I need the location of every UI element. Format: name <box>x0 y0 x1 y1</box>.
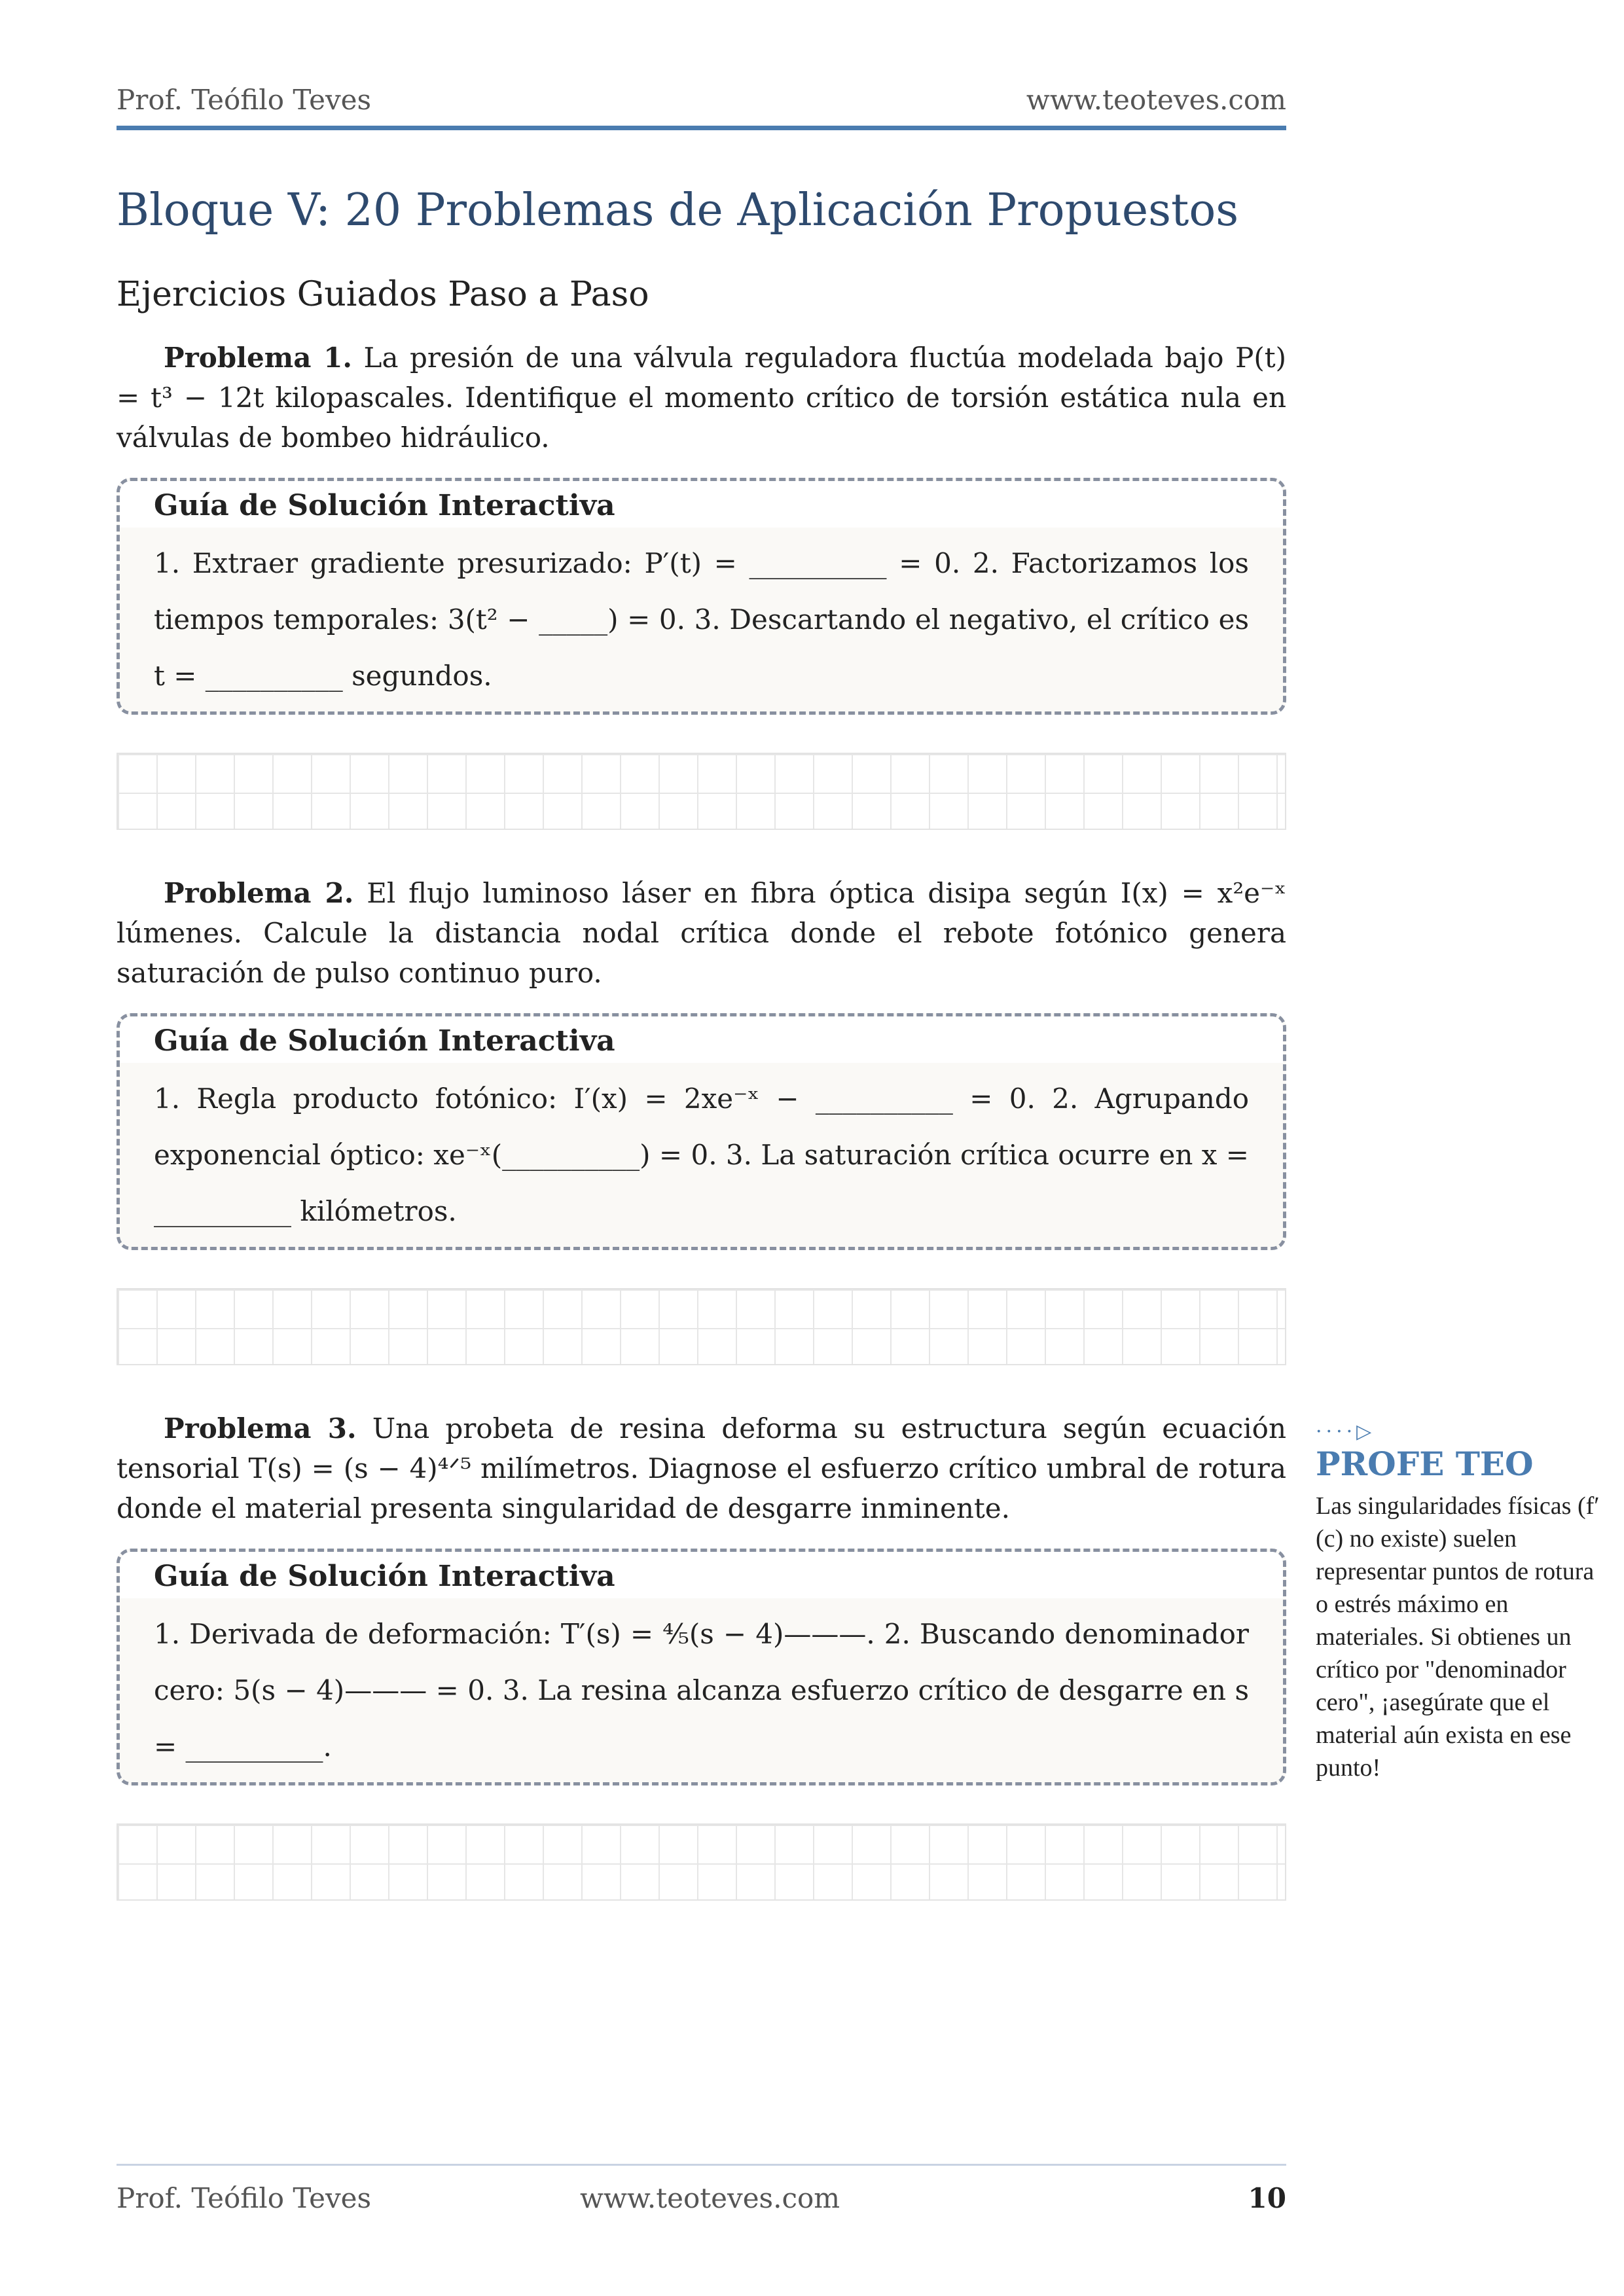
problem-1-guide-text: 1. Extraer gradiente presurizado: P′(t) = __________ = 0. 2. Factorizamos los tiempos temporales: 3(t² − _____) = 0. 3. Descartando el negativo, el crítico es t = __________ segundos. <box>154 547 1249 692</box>
problem-1-label: Problema 1. <box>164 342 353 374</box>
problem-1-statement <box>117 338 1286 457</box>
dotted-arrow-icon: ····▷ <box>1316 1420 1376 1443</box>
footer-author: Prof. Teófilo Teves <box>117 2182 372 2214</box>
problem-3-answer-grid[interactable] <box>117 1823 1286 1901</box>
margin-note <box>1316 1420 1604 1784</box>
problem-1-guide-box <box>117 478 1286 715</box>
problem-3-guide-text: 1. Derivada de deformación: T′(s) = ⁴⁄₅(s − 4)———. 2. Buscando denominador cero: 5(s − 4)——— = 0. 3. La resina alcanza esfuerzo crítico de desgarre en s = __________. <box>154 1618 1249 1763</box>
margin-note-text: Las singularidades físicas (f′(c) no existe) suelen representar puntos de rotura o estrés máximo en materiales. Si obtienes un crítico por "denominador cero", ¡asegúrate que el material aún exista en ese punto! <box>1316 1492 1600 1782</box>
problem-1-answer-grid[interactable] <box>117 753 1286 830</box>
problem-1-guide-title: Guía de Solución Interactiva <box>120 481 1283 528</box>
problem-3-guide-title: Guía de Solución Interactiva <box>120 1552 1283 1598</box>
header-url[interactable]: www.teoteves.com <box>1026 84 1286 116</box>
problem-1-text: La presión de una válvula reguladora fluctúa modelada bajo P(t) = t³ − 12t kilopascales. Identifique el momento crítico de torsión estática nula en válvulas de bombeo hidráulico. <box>117 342 1287 454</box>
section-subtitle: Ejercicios Guiados Paso a Paso <box>117 275 649 314</box>
header-author: Prof. Teófilo Teves <box>117 84 372 116</box>
problem-3-text: Una probeta de resina deforma su estructura según ecuación tensorial T(s) = (s − 4)⁴ᐟ⁵ milímetros. Diagnose el esfuerzo crítico umbral de rotura donde el material presenta singularidad de desgarre inminente. <box>117 1412 1287 1524</box>
problem-2-guide-title: Guía de Solución Interactiva <box>120 1016 1283 1063</box>
problem-2-text: El flujo luminoso láser en fibra óptica disipa según I(x) = x²e⁻ˣ lúmenes. Calcule la distancia nodal crítica donde el rebote fotónico genera saturación de pulso continuo puro. <box>117 877 1286 989</box>
margin-note-title: PROFE TEO <box>1316 1444 1534 1483</box>
problem-2-answer-grid[interactable] <box>117 1288 1286 1365</box>
page-title: Bloque V: 20 Problemas de Aplicación Propuestos <box>117 185 1239 236</box>
page-number: 10 <box>1248 2182 1286 2214</box>
problem-2-guide-text: 1. Regla producto fotónico: I′(x) = 2xe⁻ˣ − __________ = 0. 2. Agrupando exponencial óptico: xe⁻ˣ(__________) = 0. 3. La saturación crítica ocurre en x = __________ kilómetros. <box>154 1083 1249 1227</box>
problem-2-label: Problema 2. <box>164 877 354 909</box>
problem-3-label: Problema 3. <box>164 1412 357 1444</box>
problem-2-guide-box <box>117 1013 1286 1250</box>
problem-3-guide-box <box>117 1549 1286 1785</box>
problem-3-statement <box>117 1408 1286 1528</box>
header-divider <box>117 126 1286 130</box>
footer-url[interactable]: www.teoteves.com <box>580 2182 840 2214</box>
footer-divider <box>117 2164 1286 2166</box>
problem-2-statement <box>117 873 1286 993</box>
